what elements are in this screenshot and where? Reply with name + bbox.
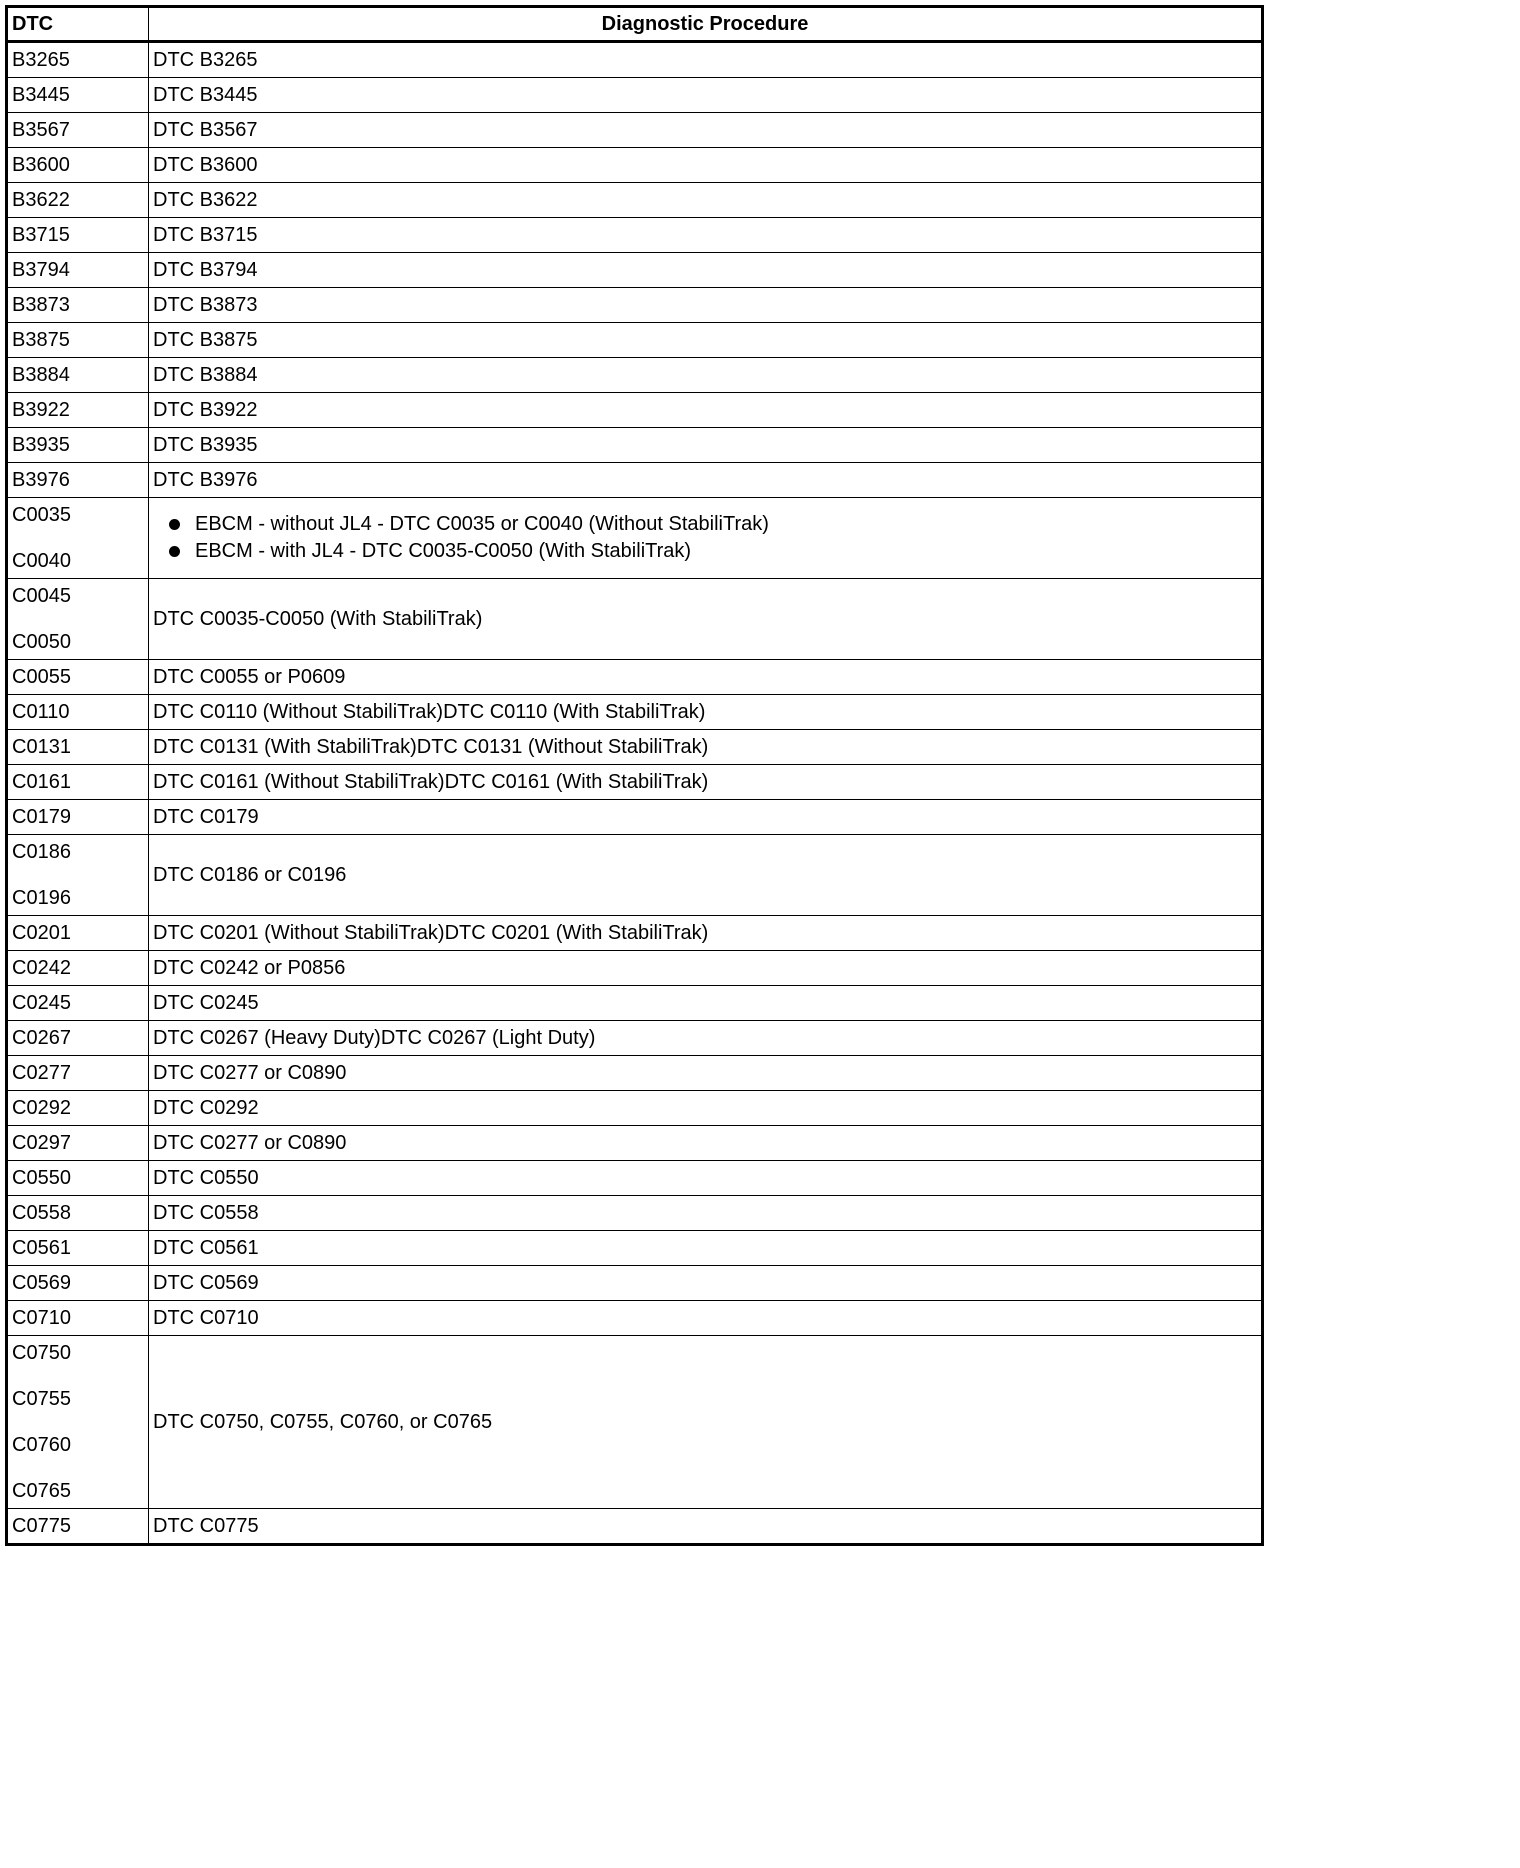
procedure-cell: DTC C0292: [149, 1091, 1263, 1126]
dtc-cell: [7, 835, 149, 916]
dtc-table: [5, 5, 1264, 1546]
procedure-cell: DTC C0277 or C0890: [149, 1126, 1263, 1161]
procedure-cell: DTC C0035-C0050 (With StabiliTrak): [149, 579, 1263, 660]
table-row: [7, 498, 1263, 579]
table-row: [7, 183, 1263, 218]
table-row: [7, 986, 1263, 1021]
dtc-code-list: [12, 503, 144, 573]
dtc-cell: C0561: [7, 1231, 149, 1266]
procedure-cell: DTC B3875: [149, 323, 1263, 358]
table-row: [7, 1301, 1263, 1336]
procedure-cell: DTC C0550: [149, 1161, 1263, 1196]
procedure-cell: DTC B3935: [149, 428, 1263, 463]
table-row: [7, 1126, 1263, 1161]
table-row: [7, 358, 1263, 393]
dtc-code-list: [12, 584, 144, 654]
procedure-cell: DTC C0186 or C0196: [149, 835, 1263, 916]
table-row: [7, 1509, 1263, 1545]
dtc-cell: C0201: [7, 916, 149, 951]
table-row: [7, 1091, 1263, 1126]
table-row: [7, 253, 1263, 288]
dtc-code: C0040: [12, 550, 71, 572]
table-row: [7, 660, 1263, 695]
dtc-cell: B3884: [7, 358, 149, 393]
dtc-cell: B3600: [7, 148, 149, 183]
dtc-cell: C0277: [7, 1056, 149, 1091]
dtc-cell: C0179: [7, 800, 149, 835]
procedure-cell: DTC B3922: [149, 393, 1263, 428]
table-row: [7, 78, 1263, 113]
column-header-dtc: DTC: [7, 7, 149, 42]
procedure-cell: DTC B3265: [149, 42, 1263, 78]
table-body: [7, 42, 1263, 1545]
dtc-cell: B3873: [7, 288, 149, 323]
procedure-bullet-item: EBCM - without JL4 - DTC C0035 or C0040 (Without StabiliTrak): [167, 511, 1257, 538]
dtc-code: C0760: [12, 1434, 71, 1456]
procedure-cell: DTC C0558: [149, 1196, 1263, 1231]
procedure-cell: DTC B3445: [149, 78, 1263, 113]
dtc-cell: C0569: [7, 1266, 149, 1301]
column-header-procedure: Diagnostic Procedure: [149, 7, 1263, 42]
procedure-cell: [149, 498, 1263, 579]
dtc-code: C0755: [12, 1388, 71, 1410]
table-row: [7, 1231, 1263, 1266]
procedure-cell: DTC C0055 or P0609: [149, 660, 1263, 695]
dtc-cell: C0161: [7, 765, 149, 800]
dtc-cell: C0245: [7, 986, 149, 1021]
dtc-cell: C0110: [7, 695, 149, 730]
procedure-cell: DTC B3600: [149, 148, 1263, 183]
dtc-cell: B3935: [7, 428, 149, 463]
table-row: [7, 835, 1263, 916]
table-row: [7, 916, 1263, 951]
dtc-cell: C0267: [7, 1021, 149, 1056]
dtc-cell: B3922: [7, 393, 149, 428]
table-row: [7, 323, 1263, 358]
procedure-cell: DTC B3622: [149, 183, 1263, 218]
dtc-code: C0045: [12, 585, 71, 607]
procedure-cell: DTC C0245: [149, 986, 1263, 1021]
dtc-cell: C0292: [7, 1091, 149, 1126]
dtc-code: C0196: [12, 887, 71, 909]
procedure-cell: DTC C0569: [149, 1266, 1263, 1301]
dtc-code: C0050: [12, 631, 71, 653]
dtc-code-list: [12, 1341, 144, 1503]
table-row: [7, 218, 1263, 253]
dtc-cell: [7, 498, 149, 579]
dtc-cell: B3265: [7, 42, 149, 78]
procedure-cell: DTC B3567: [149, 113, 1263, 148]
procedure-cell: DTC C0110 (Without StabiliTrak)DTC C0110 (With StabiliTrak): [149, 695, 1263, 730]
dtc-cell: C0055: [7, 660, 149, 695]
dtc-cell: B3875: [7, 323, 149, 358]
table-row: [7, 42, 1263, 78]
table-row: [7, 579, 1263, 660]
procedure-bullet-list: [153, 511, 1257, 565]
table-row: [7, 1161, 1263, 1196]
dtc-cell: C0558: [7, 1196, 149, 1231]
table-row: [7, 113, 1263, 148]
table-row: [7, 765, 1263, 800]
table-row: [7, 393, 1263, 428]
dtc-code: C0035: [12, 504, 71, 526]
procedure-bullet-item: EBCM - with JL4 - DTC C0035-C0050 (With StabiliTrak): [167, 538, 1257, 565]
table-row: [7, 1021, 1263, 1056]
procedure-cell: DTC C0267 (Heavy Duty)DTC C0267 (Light Duty): [149, 1021, 1263, 1056]
table-row: [7, 1336, 1263, 1509]
dtc-code: C0750: [12, 1342, 71, 1364]
procedure-cell: DTC C0561: [149, 1231, 1263, 1266]
table-header: [7, 7, 1263, 42]
dtc-cell: B3445: [7, 78, 149, 113]
table-row: [7, 463, 1263, 498]
table-row: [7, 695, 1263, 730]
table-row: [7, 428, 1263, 463]
procedure-cell: DTC C0131 (With StabiliTrak)DTC C0131 (Without StabiliTrak): [149, 730, 1263, 765]
procedure-cell: DTC C0750, C0755, C0760, or C0765: [149, 1336, 1263, 1509]
procedure-cell: DTC C0242 or P0856: [149, 951, 1263, 986]
dtc-cell: C0131: [7, 730, 149, 765]
dtc-code: C0186: [12, 841, 71, 863]
dtc-cell: C0775: [7, 1509, 149, 1545]
dtc-cell: C0550: [7, 1161, 149, 1196]
dtc-cell: [7, 1336, 149, 1509]
dtc-cell: B3794: [7, 253, 149, 288]
procedure-cell: DTC B3794: [149, 253, 1263, 288]
dtc-cell: B3976: [7, 463, 149, 498]
table-row: [7, 951, 1263, 986]
header-row: [7, 7, 1263, 42]
table-row: [7, 730, 1263, 765]
table-row: [7, 288, 1263, 323]
table-row: [7, 148, 1263, 183]
table-row: [7, 1056, 1263, 1091]
dtc-code-list: [12, 840, 144, 910]
dtc-cell: B3715: [7, 218, 149, 253]
table-row: [7, 1266, 1263, 1301]
dtc-cell: [7, 579, 149, 660]
procedure-cell: DTC B3873: [149, 288, 1263, 323]
procedure-cell: DTC B3715: [149, 218, 1263, 253]
procedure-cell: DTC C0161 (Without StabiliTrak)DTC C0161 (With StabiliTrak): [149, 765, 1263, 800]
dtc-cell: C0710: [7, 1301, 149, 1336]
procedure-cell: DTC B3884: [149, 358, 1263, 393]
dtc-cell: B3622: [7, 183, 149, 218]
dtc-cell: B3567: [7, 113, 149, 148]
dtc-cell: C0242: [7, 951, 149, 986]
procedure-cell: DTC C0201 (Without StabiliTrak)DTC C0201 (With StabiliTrak): [149, 916, 1263, 951]
table-row: [7, 1196, 1263, 1231]
procedure-cell: DTC B3976: [149, 463, 1263, 498]
dtc-cell: C0297: [7, 1126, 149, 1161]
procedure-cell: DTC C0710: [149, 1301, 1263, 1336]
procedure-cell: DTC C0775: [149, 1509, 1263, 1545]
table-row: [7, 800, 1263, 835]
procedure-cell: DTC C0277 or C0890: [149, 1056, 1263, 1091]
procedure-cell: DTC C0179: [149, 800, 1263, 835]
dtc-code: C0765: [12, 1480, 71, 1502]
